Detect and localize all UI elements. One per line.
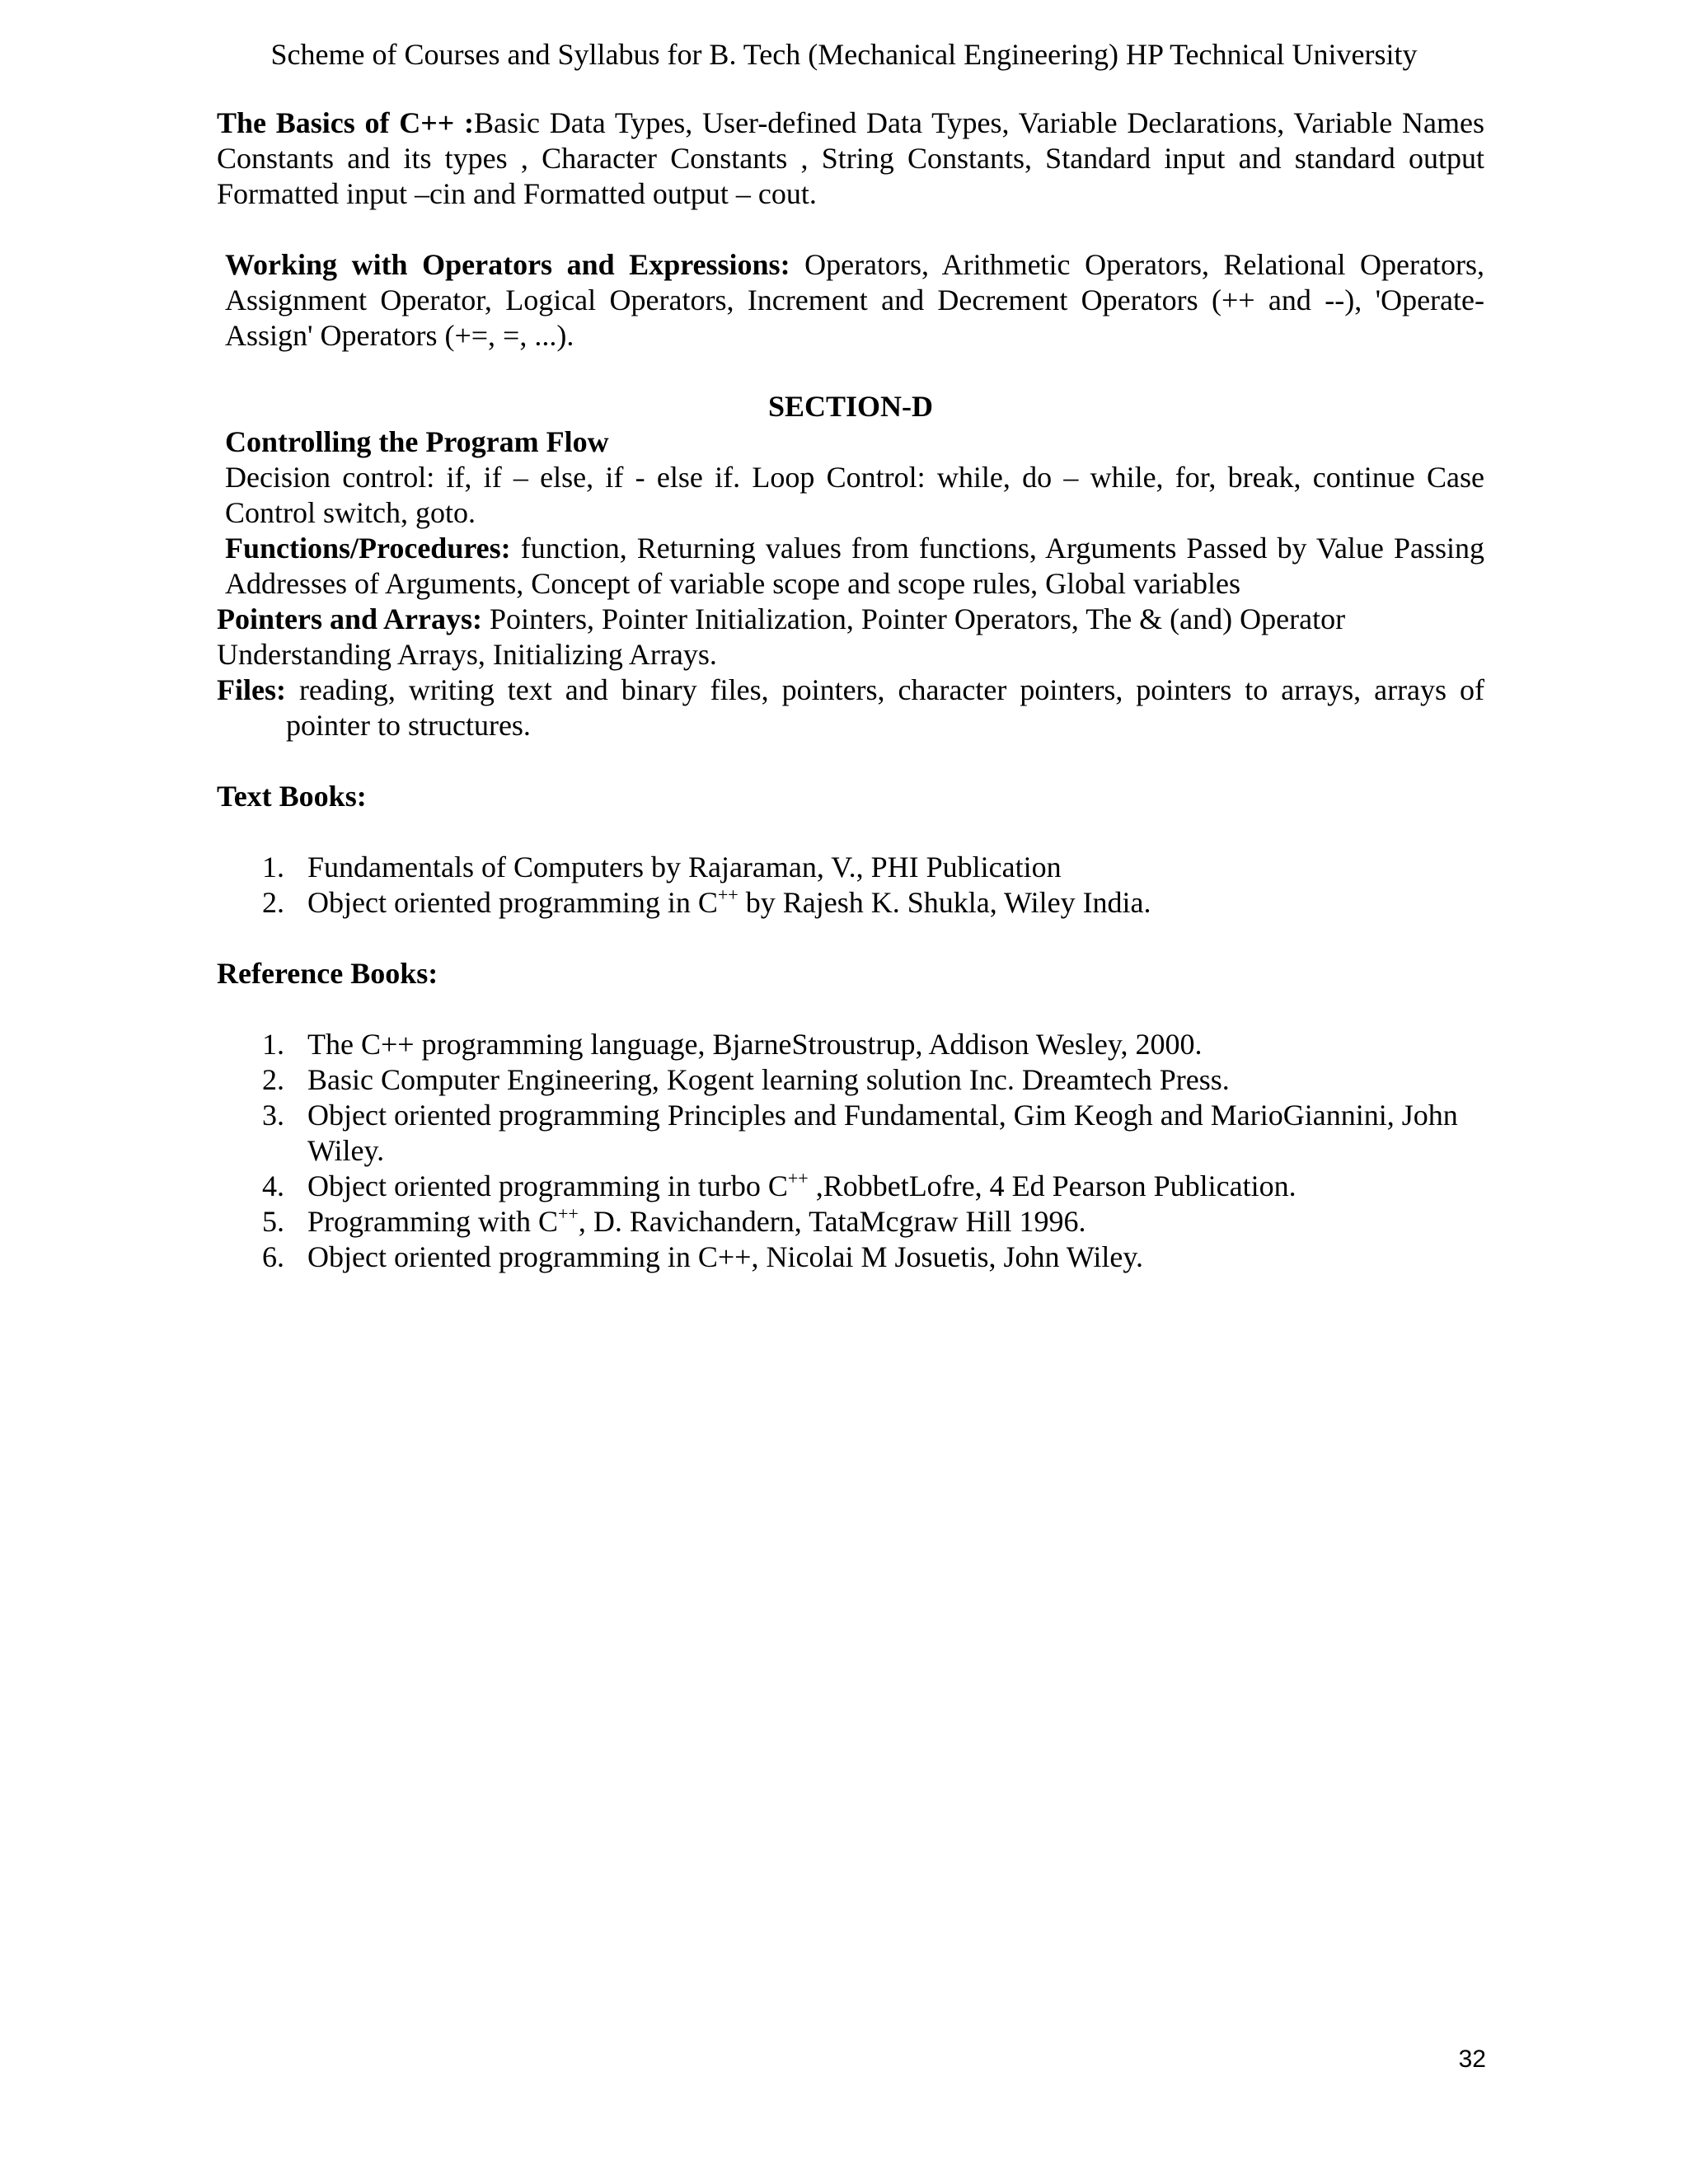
list-item-text: Programming with C	[307, 1205, 558, 1238]
list-item-text: by Rajesh K. Shukla, Wiley India.	[738, 886, 1151, 919]
list-item	[217, 1062, 1484, 1098]
text-books-list	[217, 850, 1484, 921]
list-item-text: Basic Computer Engineering, Kogent learning solution Inc. Dreamtech Press.	[307, 1063, 1230, 1096]
page-number: 32	[1458, 2046, 1486, 2073]
basics-heading: The Basics of C++ :	[217, 106, 475, 139]
list-item	[217, 1098, 1484, 1169]
list-item-text: Object oriented programming in C++, Nicolai M Josuetis, John Wiley.	[307, 1240, 1144, 1273]
basics-paragraph	[217, 105, 1484, 212]
list-item	[217, 885, 1484, 921]
text-books-heading: Text Books:	[217, 780, 367, 813]
list-item	[217, 1204, 1484, 1240]
pointers-line-1: Pointers, Pointer Initialization, Pointer Operators, The & (and) Operator	[481, 602, 1346, 635]
files-paragraph	[217, 673, 1484, 743]
list-item-text: Object oriented programming Principles and Fundamental, Gim Keogh and MarioGiannini, John Wiley.	[307, 1099, 1458, 1167]
pointers-line-2: Understanding Arrays, Initializing Arrays.	[217, 638, 717, 671]
list-item-text: Object oriented programming in turbo C	[307, 1169, 788, 1202]
controlling-heading: Controlling the Program Flow	[225, 425, 609, 458]
files-heading: Files:	[217, 673, 286, 706]
list-number: 4.	[262, 1169, 284, 1202]
list-number: 1.	[262, 851, 284, 883]
list-item-text: The C++ programming language, BjarneStroustrup, Addison Wesley, 2000.	[307, 1028, 1203, 1061]
list-number: 1.	[262, 1028, 284, 1061]
reference-books-list	[217, 1027, 1484, 1275]
list-number: 2.	[262, 1063, 284, 1096]
section-d-title: SECTION-D	[767, 390, 934, 423]
list-item	[217, 850, 1484, 885]
pointers-heading: Pointers and Arrays:	[217, 602, 482, 635]
basics-text: Basic Data Types, User-defined Data Types, Variable Declarations, Variable Names Constants and its types , Character Constants , String Constants, Standard input and standard output Formatted input –cin and Formatted output – cout.	[217, 106, 1484, 210]
superscript: ++	[787, 1168, 809, 1188]
pointers-paragraph	[217, 602, 1484, 673]
syllabus-content	[217, 105, 1484, 1275]
operators-text: Operators, Arithmetic Operators, Relational Operators, Assignment Operator, Logical Operators, Increment and Decrement Operators (++ and --), 'Operate-Assign' Operators (+=, =, ...).	[225, 248, 1484, 352]
list-number: 2.	[262, 886, 284, 919]
list-number: 5.	[262, 1205, 284, 1238]
operators-heading: Working with Operators and Expressions:	[225, 248, 790, 281]
functions-paragraph	[217, 531, 1484, 602]
list-item-text: ,RobbetLofre, 4 Ed Pearson Publication.	[808, 1169, 1296, 1202]
list-number: 3.	[262, 1099, 284, 1132]
superscript: ++	[558, 1203, 579, 1224]
files-text: reading, writing text and binary files, pointers, character pointers, pointers to arrays, arrays of pointer to structures.	[285, 673, 1484, 742]
list-item	[217, 1027, 1484, 1062]
list-item-text: Fundamentals of Computers by Rajaraman, V., PHI Publication	[307, 851, 1062, 883]
list-item-text: Object oriented programming in C	[307, 886, 718, 919]
list-item-text: , D. Ravichandern, TataMcgraw Hill 1996.	[578, 1205, 1086, 1238]
list-item	[217, 1169, 1484, 1204]
controlling-text: Decision control: if, if – else, if - else if. Loop Control: while, do – while, for, break, continue Case Control switch, goto.	[225, 461, 1484, 529]
list-item	[217, 1240, 1484, 1275]
operators-paragraph	[217, 247, 1484, 354]
reference-books-heading: Reference Books:	[217, 957, 438, 990]
functions-heading: Functions/Procedures:	[225, 532, 511, 565]
superscript: ++	[717, 884, 738, 905]
page-header: Scheme of Courses and Syllabus for B. Tech (Mechanical Engineering) HP Technical University	[270, 38, 1418, 71]
functions-text: function, Returning values from functions, Arguments Passed by Value Passing Addresses of Arguments, Concept of variable scope and scope rules, Global variables	[225, 532, 1484, 600]
list-number: 6.	[262, 1240, 284, 1273]
